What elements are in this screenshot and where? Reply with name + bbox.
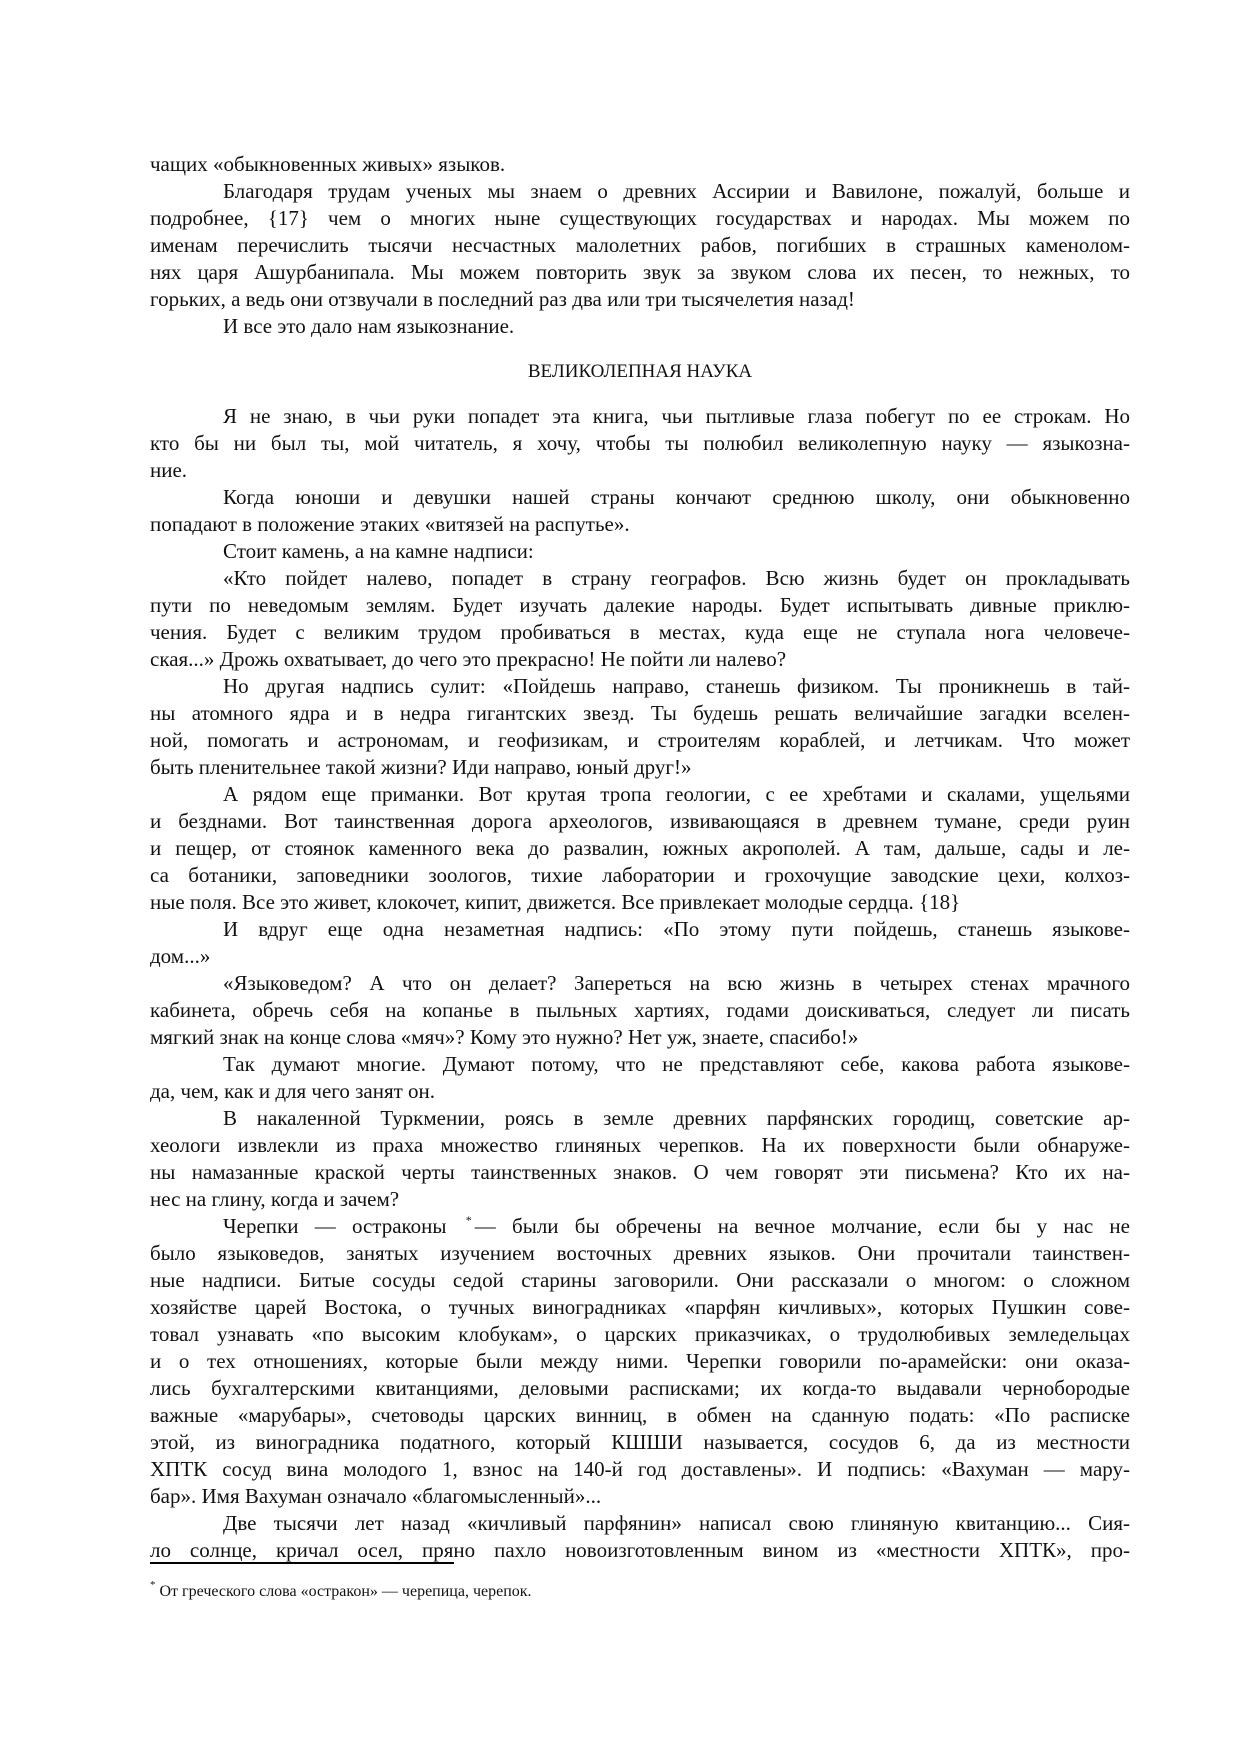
text-line: А рядом еще приманки. Вот крутая тропа геологии, с ее хребтами и скалами, ущельями (223, 782, 1130, 806)
text-line: горьких, а ведь они отзвучали в последний раз два или три тысячелетия назад! (150, 287, 855, 311)
footnote (150, 1579, 532, 1601)
footnote-text: От греческого слова «остракон» — черепица, черепок. (159, 1583, 532, 1600)
text-segment: Черепки — остраконы (223, 1214, 447, 1238)
page-body (150, 151, 1130, 1564)
text-line: ной, помогать и астрономам, и геофизикам, и строителям кораблей, и летчикам. Что может (150, 728, 1130, 752)
footnote-divider (150, 1562, 454, 1564)
paragraph (150, 151, 1130, 178)
footnote-reference: * (465, 1213, 472, 1227)
text-line: лись бухгалтерскими квитанциями, деловыми расписками; их когда-то выдавали чернобородые (150, 1376, 1130, 1400)
text-line: Благодаря трудам ученых мы знаем о древних Ассирии и Вавилоне, пожалуй, больше и (223, 179, 1130, 203)
text-line: кабинета, обречь себя на копанье в пыльных хартиях, годами доискиваться, следует ли писать (150, 998, 1130, 1022)
text-segment: — были бы обречены на вечное молчание, если бы у нас не (474, 1214, 1130, 1238)
text-line: было языковедов, занятых изучением восточных древних языков. Они прочитали таинствен- (150, 1241, 1130, 1265)
text-before-heading (150, 151, 1130, 340)
paragraph (150, 1510, 1130, 1564)
text-line: ло солнце, кричал осел, пряно пахло новоизготовленным вином из «местности ХПТК», про- (150, 1538, 1130, 1562)
paragraph (150, 538, 1130, 565)
text-line: чения. Будет с великим трудом пробиваться в местах, куда еще не ступала нога человече- (150, 620, 1130, 644)
text-line: быть пленительнее такой жизни? Иди направо, юный друг!» (150, 755, 692, 779)
paragraph (150, 673, 1130, 781)
paragraph (150, 1213, 1130, 1510)
paragraph (150, 970, 1130, 1051)
text-line: Я не знаю, в чьи руки попадет эта книга, чьи пытливые глаза побегут по ее строкам. Но (223, 404, 1130, 428)
paragraph (150, 1105, 1130, 1213)
paragraph (150, 916, 1130, 970)
text-line: В накаленной Туркмении, роясь в земле древних парфянских городищ, советские ар- (223, 1106, 1130, 1130)
text-line: Две тысячи лет назад «кичливый парфянин» написал свою глиняную квитанцию... Сия- (223, 1511, 1130, 1535)
paragraph (150, 403, 1130, 484)
text-line: «Кто пойдет налево, попадет в страну географов. Всю жизнь будет он прокладывать (223, 566, 1130, 590)
section-heading: ВЕЛИКОЛЕПНАЯ НАУКА (527, 361, 753, 382)
text-line: дом...» (150, 944, 211, 968)
text-after-heading (150, 403, 1130, 1564)
paragraph (150, 313, 1130, 340)
paragraph (150, 484, 1130, 538)
text-line: этой, из виноградника податного, который КШШИ называется, сосудов 6, да из местности (150, 1430, 1130, 1454)
text-line: нес на глину, когда и зачем? (150, 1187, 400, 1211)
text-line: Когда юноши и девушки нашей страны кончают среднюю школу, они обыкновенно (223, 485, 1130, 509)
text-line: попадают в положение этаких «витязей на распутье». (150, 512, 630, 536)
text-line: пути по неведомым землям. Будет изучать далекие народы. Будет испытывать дивные приклю- (150, 593, 1130, 617)
text-line: важные «марубары», счетоводы царских винниц, в обмен на сданную подать: «По расписке (150, 1403, 1130, 1427)
text-line: ние. (150, 458, 188, 482)
text-line: и безднами. Вот таинственная дорога археологов, извивающаяся в древнем тумане, среди руин (150, 809, 1130, 833)
text-line: са ботаники, заповедники зоологов, тихие лаборатории и грохочущие заводские цехи, колхоз- (150, 863, 1130, 887)
paragraph (150, 178, 1130, 313)
text-line: ны намазанные краской черты таинственных знаков. О чем говорят эти письмена? Кто их на- (150, 1160, 1130, 1184)
text-line: ны атомного ядра и в недра гигантских звезд. Ты будешь решать величайшие загадки вселен- (150, 701, 1130, 725)
text-line: ные надписи. Битые сосуды седой старины заговорили. Они рассказали о многом: о сложном (150, 1268, 1130, 1292)
text-line: подробнее, {17} чем о многих ныне существующих государствах и народах. Мы можем по (150, 206, 1130, 230)
text-line: хеологи извлекли из праха множество глиняных черепков. На их поверхности были обнаруже- (150, 1133, 1130, 1157)
text-line: ные поля. Все это живет, клокочет, кипит, движется. Все привлекает молодые сердца. {18} (150, 890, 961, 914)
text-line: и пещер, от стоянок каменного века до развалин, южных акрополей. А там, дальше, сады и ле- (150, 836, 1130, 860)
text-line: И все это дало нам языкознание. (223, 314, 515, 338)
text-line: товал узнавать «по высоким клобукам», о царских приказчиках, о трудолюбивых земледельцах (150, 1322, 1130, 1346)
text-line: кто бы ни был ты, мой читатель, я хочу, чтобы ты полюбил великолепную науку — языкозна- (150, 431, 1130, 455)
text-line: Но другая надпись сулит: «Пойдешь направо, станешь физиком. Ты проникнешь в тай- (223, 674, 1130, 698)
text-line: ХПТК сосуд вина молодого 1, взнос на 140-й год доставлены». И подпись: «Вахуман — мару- (150, 1457, 1130, 1481)
text-line: «Языковедом? А что он делает? Запереться на всю жизнь в четырех стенах мрачного (223, 971, 1130, 995)
paragraph (150, 1051, 1130, 1105)
text-line: И вдруг еще одна незаметная надпись: «По этому пути пойдешь, станешь языкове- (223, 917, 1130, 941)
footnote-marker: * (150, 1579, 156, 1591)
text-line (150, 1213, 1130, 1240)
text-line: Так думают многие. Думают потому, что не представляют себе, какова работа языкове- (223, 1052, 1130, 1076)
text-line: да, чем, как и для чего занят он. (150, 1079, 436, 1103)
text-line: хозяйстве царей Востока, о тучных виноградниках «парфян кичливых», которых Пушкин сове- (150, 1295, 1130, 1319)
text-line: и о тех отношениях, которые были между ними. Черепки говорили по-арамейски: они оказа- (150, 1349, 1130, 1373)
text-line: Стоит камень, а на камне надписи: (223, 539, 534, 563)
text-line: чащих «обыкновенных живых» языков. (150, 152, 506, 176)
paragraph (150, 565, 1130, 673)
paragraph (150, 781, 1130, 916)
text-line: бар». Имя Вахуман означало «благомысленный»... (150, 1484, 602, 1508)
text-line: нях царя Ашурбанипала. Мы можем повторить звук за звуком слова их песен, то нежных, то (150, 260, 1130, 284)
text-line: ская...» Дрожь охватывает, до чего это прекрасно! Не пойти ли налево? (150, 647, 787, 671)
text-line: мягкий знак на конце слова «мяч»? Кому это нужно? Нет уж, знаете, спасибо!» (150, 1025, 859, 1049)
text-line: именам перечислить тысячи несчастных малолетних рабов, погибших в страшных каменолом- (150, 233, 1130, 257)
